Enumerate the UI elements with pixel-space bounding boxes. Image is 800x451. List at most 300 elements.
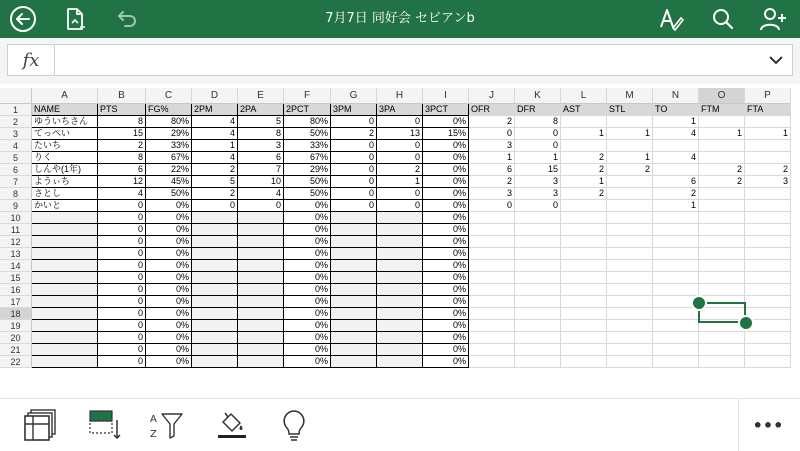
spreadsheet-grid[interactable] (0, 88, 800, 398)
cell[interactable] (745, 200, 791, 212)
cell[interactable] (515, 224, 561, 236)
cell[interactable] (192, 224, 238, 236)
cell[interactable] (699, 260, 745, 272)
cell[interactable] (192, 284, 238, 296)
cell[interactable]: てっぺい (32, 128, 98, 140)
cell[interactable] (238, 236, 284, 248)
cell[interactable] (515, 344, 561, 356)
cell[interactable]: 2 (561, 164, 607, 176)
column-header-h[interactable]: H (377, 88, 423, 104)
cell[interactable] (653, 284, 699, 296)
column-header-f[interactable]: F (284, 88, 331, 104)
cell[interactable] (561, 260, 607, 272)
cell[interactable] (561, 332, 607, 344)
cell[interactable] (331, 236, 377, 248)
row-header-17[interactable]: 17 (0, 296, 32, 308)
cell[interactable] (377, 320, 423, 332)
cell[interactable] (515, 332, 561, 344)
cell[interactable] (192, 272, 238, 284)
cell[interactable] (32, 344, 98, 356)
cell[interactable] (377, 212, 423, 224)
cell[interactable] (515, 260, 561, 272)
cell[interactable]: 5 (192, 176, 238, 188)
cell[interactable]: 33% (284, 140, 331, 152)
row-header-1[interactable]: 1 (0, 104, 32, 116)
cell[interactable] (607, 320, 653, 332)
row-header-2[interactable]: 2 (0, 116, 32, 128)
cell[interactable]: 0% (146, 248, 192, 260)
header-cell[interactable]: NAME (32, 104, 98, 116)
share-button[interactable] (758, 4, 788, 34)
cell[interactable] (607, 356, 653, 368)
cell[interactable]: 2 (699, 164, 745, 176)
cell[interactable]: 0% (146, 224, 192, 236)
header-cell[interactable]: DFR (515, 104, 561, 116)
row-header-11[interactable]: 11 (0, 224, 32, 236)
cell[interactable]: 0 (331, 188, 377, 200)
cell[interactable] (653, 248, 699, 260)
cell[interactable] (331, 260, 377, 272)
cell[interactable] (192, 248, 238, 260)
cell[interactable]: 7 (238, 164, 284, 176)
cell[interactable] (238, 284, 284, 296)
cell[interactable] (32, 356, 98, 368)
row-header-13[interactable]: 13 (0, 248, 32, 260)
cell[interactable]: 15 (515, 164, 561, 176)
row-header-8[interactable]: 8 (0, 188, 32, 200)
column-header-n[interactable]: N (653, 88, 699, 104)
cell[interactable] (653, 308, 699, 320)
cell[interactable]: 0% (284, 224, 331, 236)
cell[interactable] (469, 236, 515, 248)
cell[interactable]: 0 (98, 224, 146, 236)
cell[interactable]: 0% (423, 296, 469, 308)
cell[interactable]: 0% (284, 272, 331, 284)
cell[interactable] (561, 116, 607, 128)
file-button[interactable] (60, 4, 90, 34)
cell[interactable] (377, 344, 423, 356)
cell[interactable] (331, 272, 377, 284)
cell[interactable]: 0 (98, 356, 146, 368)
cell[interactable] (377, 224, 423, 236)
cell[interactable] (238, 320, 284, 332)
cell[interactable] (238, 344, 284, 356)
cell[interactable] (653, 164, 699, 176)
cell[interactable] (699, 188, 745, 200)
cell[interactable]: かいと (32, 200, 98, 212)
cell[interactable] (561, 284, 607, 296)
header-cell[interactable]: 2PM (192, 104, 238, 116)
cell[interactable] (561, 140, 607, 152)
cell[interactable]: 2 (699, 176, 745, 188)
column-header-m[interactable]: M (607, 88, 653, 104)
row-header-3[interactable]: 3 (0, 128, 32, 140)
cell[interactable]: 0 (98, 344, 146, 356)
header-cell[interactable]: 2PCT (284, 104, 331, 116)
cell[interactable] (238, 296, 284, 308)
cell[interactable] (607, 200, 653, 212)
cell[interactable]: 1 (745, 128, 791, 140)
cell[interactable] (238, 272, 284, 284)
header-cell[interactable]: PTS (98, 104, 146, 116)
cell[interactable]: 0% (146, 212, 192, 224)
cell[interactable] (192, 236, 238, 248)
cell[interactable]: 0% (284, 200, 331, 212)
header-cell[interactable]: OFR (469, 104, 515, 116)
cell[interactable] (653, 260, 699, 272)
cell[interactable] (32, 248, 98, 260)
cell[interactable] (32, 236, 98, 248)
cell[interactable]: 50% (284, 128, 331, 140)
cell[interactable] (653, 272, 699, 284)
cell[interactable] (699, 248, 745, 260)
cell[interactable] (331, 248, 377, 260)
cell[interactable] (515, 320, 561, 332)
cell[interactable]: 50% (284, 176, 331, 188)
cell[interactable]: 0% (423, 236, 469, 248)
cell[interactable] (469, 344, 515, 356)
cell[interactable]: 4 (238, 188, 284, 200)
cell[interactable] (32, 260, 98, 272)
cell[interactable]: 0% (423, 116, 469, 128)
header-cell[interactable]: 2PA (238, 104, 284, 116)
cell[interactable]: 0 (515, 140, 561, 152)
column-header-l[interactable]: L (561, 88, 607, 104)
cell[interactable] (192, 320, 238, 332)
cell[interactable] (745, 332, 791, 344)
column-header-j[interactable]: J (469, 88, 515, 104)
cell[interactable]: 4 (192, 116, 238, 128)
header-cell[interactable]: 3PM (331, 104, 377, 116)
cell[interactable]: 1 (377, 176, 423, 188)
cell[interactable]: 0% (146, 260, 192, 272)
cell[interactable]: 0% (423, 332, 469, 344)
cell[interactable]: 5 (238, 116, 284, 128)
cell[interactable]: 0% (423, 224, 469, 236)
cell[interactable]: 2 (607, 164, 653, 176)
cell[interactable] (745, 248, 791, 260)
cell[interactable]: 0% (284, 212, 331, 224)
header-cell[interactable]: STL (607, 104, 653, 116)
cell[interactable] (331, 344, 377, 356)
row-header-21[interactable]: 21 (0, 344, 32, 356)
column-header-d[interactable]: D (192, 88, 238, 104)
cell[interactable]: 0% (423, 176, 469, 188)
cell[interactable]: 0% (146, 320, 192, 332)
cell[interactable] (192, 260, 238, 272)
cell[interactable]: 0% (284, 356, 331, 368)
cell[interactable]: 80% (284, 116, 331, 128)
cell[interactable] (653, 344, 699, 356)
cell[interactable] (192, 212, 238, 224)
cell[interactable]: 2 (745, 164, 791, 176)
cell[interactable]: 0 (98, 320, 146, 332)
cell[interactable] (561, 248, 607, 260)
cell[interactable]: 1 (515, 152, 561, 164)
cell[interactable]: 8 (98, 152, 146, 164)
cell[interactable]: 0 (331, 164, 377, 176)
cell[interactable]: 0 (98, 212, 146, 224)
cell[interactable]: 67% (284, 152, 331, 164)
cell[interactable] (607, 296, 653, 308)
format-button[interactable] (656, 4, 686, 34)
cell[interactable]: 1 (607, 128, 653, 140)
cell[interactable] (745, 188, 791, 200)
cell[interactable]: 0% (284, 344, 331, 356)
more-button[interactable]: ••• (752, 415, 784, 435)
cell[interactable]: 0% (423, 308, 469, 320)
cell[interactable]: 0% (146, 332, 192, 344)
cell[interactable] (607, 332, 653, 344)
cell[interactable] (377, 332, 423, 344)
cell[interactable]: 0% (284, 332, 331, 344)
cell[interactable]: 0 (469, 128, 515, 140)
cell[interactable]: 0% (146, 200, 192, 212)
cell[interactable] (32, 212, 98, 224)
cell[interactable] (238, 356, 284, 368)
cell[interactable] (469, 260, 515, 272)
cell[interactable]: 0 (377, 188, 423, 200)
cell[interactable]: 4 (192, 152, 238, 164)
cell[interactable]: 0% (146, 356, 192, 368)
cell[interactable]: 2 (561, 152, 607, 164)
cell[interactable]: 3 (745, 176, 791, 188)
cell[interactable] (238, 260, 284, 272)
cell[interactable]: 0% (423, 260, 469, 272)
cell[interactable] (607, 236, 653, 248)
cell[interactable] (469, 212, 515, 224)
cell[interactable] (653, 320, 699, 332)
cell[interactable]: 2 (377, 164, 423, 176)
cell[interactable] (745, 140, 791, 152)
cell[interactable] (192, 332, 238, 344)
cell[interactable]: 0 (469, 200, 515, 212)
cell[interactable]: 0 (377, 116, 423, 128)
cell[interactable] (653, 356, 699, 368)
cell[interactable]: 0 (192, 200, 238, 212)
cell[interactable]: 0% (146, 284, 192, 296)
cell[interactable] (32, 224, 98, 236)
cell[interactable] (607, 308, 653, 320)
cell[interactable] (607, 212, 653, 224)
row-header-15[interactable]: 15 (0, 272, 32, 284)
row-header-9[interactable]: 9 (0, 200, 32, 212)
cell[interactable] (561, 320, 607, 332)
cell[interactable] (469, 308, 515, 320)
cell[interactable] (331, 356, 377, 368)
cell[interactable] (331, 332, 377, 344)
cell[interactable]: 2 (331, 128, 377, 140)
cell[interactable]: 0% (423, 152, 469, 164)
cell[interactable] (607, 272, 653, 284)
cell[interactable]: 29% (146, 128, 192, 140)
search-button[interactable] (708, 4, 738, 34)
cell[interactable]: 15% (423, 128, 469, 140)
cell[interactable]: 0 (98, 332, 146, 344)
tell-me-button[interactable] (276, 407, 312, 443)
cell[interactable]: 0 (377, 200, 423, 212)
cell[interactable] (745, 236, 791, 248)
cell[interactable] (515, 248, 561, 260)
cell[interactable] (469, 332, 515, 344)
cell[interactable] (515, 284, 561, 296)
cell[interactable]: 3 (238, 140, 284, 152)
cell[interactable]: 0 (331, 116, 377, 128)
cell[interactable] (561, 224, 607, 236)
cell[interactable] (377, 308, 423, 320)
cell[interactable]: 8 (515, 116, 561, 128)
cell[interactable] (745, 224, 791, 236)
cell[interactable]: 1 (653, 200, 699, 212)
cell[interactable] (331, 212, 377, 224)
cell[interactable] (699, 344, 745, 356)
cell[interactable] (653, 140, 699, 152)
cell[interactable] (469, 248, 515, 260)
cell[interactable] (515, 212, 561, 224)
header-cell[interactable]: FG% (146, 104, 192, 116)
row-header-6[interactable]: 6 (0, 164, 32, 176)
cell[interactable]: ようぃち (32, 176, 98, 188)
cell[interactable] (745, 284, 791, 296)
cell[interactable] (515, 296, 561, 308)
cell[interactable]: さとし (32, 188, 98, 200)
cell[interactable] (238, 308, 284, 320)
cell[interactable]: 80% (146, 116, 192, 128)
cell[interactable]: 50% (146, 188, 192, 200)
insert-rows-button[interactable] (86, 407, 122, 443)
cell[interactable]: 0% (423, 140, 469, 152)
cell[interactable] (607, 260, 653, 272)
cell[interactable] (32, 320, 98, 332)
cell[interactable]: 2 (469, 176, 515, 188)
cell[interactable]: 2 (469, 116, 515, 128)
cell[interactable] (32, 284, 98, 296)
row-header-16[interactable]: 16 (0, 284, 32, 296)
header-cell[interactable]: 3PCT (423, 104, 469, 116)
cell[interactable]: 0 (98, 284, 146, 296)
cell[interactable]: 29% (284, 164, 331, 176)
cell[interactable]: 1 (699, 128, 745, 140)
cell[interactable] (699, 116, 745, 128)
cell[interactable] (561, 212, 607, 224)
cell[interactable] (653, 332, 699, 344)
cell[interactable]: 1 (469, 152, 515, 164)
cell[interactable] (469, 296, 515, 308)
cell[interactable]: りく (32, 152, 98, 164)
cell[interactable]: 50% (284, 188, 331, 200)
cell[interactable]: 0% (284, 320, 331, 332)
select-all-corner[interactable] (0, 88, 32, 104)
cell[interactable]: 6 (653, 176, 699, 188)
cell[interactable]: 0 (98, 308, 146, 320)
cell[interactable]: 0% (423, 164, 469, 176)
cell[interactable] (377, 296, 423, 308)
row-header-14[interactable]: 14 (0, 260, 32, 272)
cell[interactable]: 1 (192, 140, 238, 152)
cell[interactable] (32, 308, 98, 320)
cell[interactable] (32, 272, 98, 284)
cell[interactable] (561, 272, 607, 284)
cell[interactable]: 13 (377, 128, 423, 140)
cell[interactable] (745, 116, 791, 128)
cell[interactable] (377, 284, 423, 296)
cell[interactable] (607, 188, 653, 200)
column-header-a[interactable]: A (32, 88, 98, 104)
cell[interactable]: しんや(1年) (32, 164, 98, 176)
cell[interactable]: 0% (423, 248, 469, 260)
cell[interactable]: 1 (607, 152, 653, 164)
cell[interactable] (699, 224, 745, 236)
cell[interactable] (561, 356, 607, 368)
cell[interactable]: ゆういちさん (32, 116, 98, 128)
formula-input[interactable] (7, 44, 793, 76)
cell[interactable] (377, 260, 423, 272)
row-header-18[interactable]: 18 (0, 308, 32, 320)
column-header-e[interactable]: E (238, 88, 284, 104)
cell[interactable]: 0 (98, 272, 146, 284)
back-button[interactable] (8, 4, 38, 34)
cell[interactable] (331, 308, 377, 320)
cell[interactable]: 0% (284, 296, 331, 308)
cell[interactable] (32, 332, 98, 344)
cell[interactable] (745, 152, 791, 164)
cell[interactable] (745, 260, 791, 272)
cell[interactable]: 2 (653, 188, 699, 200)
cell[interactable]: 2 (192, 188, 238, 200)
cell[interactable]: 4 (98, 188, 146, 200)
cell[interactable] (32, 296, 98, 308)
cell[interactable]: 0% (423, 212, 469, 224)
header-cell[interactable]: FTA (745, 104, 791, 116)
cell[interactable]: 2 (561, 188, 607, 200)
cell[interactable]: 0% (146, 272, 192, 284)
cell[interactable]: 4 (653, 128, 699, 140)
cell[interactable]: 1 (561, 176, 607, 188)
cell[interactable]: 10 (238, 176, 284, 188)
cell[interactable] (745, 356, 791, 368)
cell[interactable]: 6 (469, 164, 515, 176)
cell[interactable] (699, 284, 745, 296)
row-header-20[interactable]: 20 (0, 332, 32, 344)
cell[interactable] (561, 308, 607, 320)
cell[interactable] (699, 356, 745, 368)
cell[interactable]: 8 (98, 116, 146, 128)
cell[interactable] (192, 356, 238, 368)
cell[interactable] (469, 284, 515, 296)
cell[interactable] (607, 176, 653, 188)
cell[interactable]: 0 (515, 128, 561, 140)
cell[interactable]: 4 (192, 128, 238, 140)
cell[interactable] (377, 236, 423, 248)
cell[interactable]: 3 (469, 188, 515, 200)
cell[interactable]: 0% (423, 344, 469, 356)
column-header-g[interactable]: G (331, 88, 377, 104)
cell[interactable] (561, 200, 607, 212)
cell[interactable] (607, 344, 653, 356)
cell[interactable]: 4 (653, 152, 699, 164)
cell[interactable] (653, 212, 699, 224)
cell[interactable]: 0 (331, 152, 377, 164)
column-header-o[interactable]: O (699, 88, 745, 104)
cell[interactable]: 0% (146, 236, 192, 248)
header-cell[interactable]: FTM (699, 104, 745, 116)
cell[interactable] (331, 320, 377, 332)
cell[interactable] (699, 212, 745, 224)
cell[interactable] (745, 296, 791, 308)
row-header-12[interactable]: 12 (0, 236, 32, 248)
cell[interactable]: 12 (98, 176, 146, 188)
cell[interactable]: 45% (146, 176, 192, 188)
